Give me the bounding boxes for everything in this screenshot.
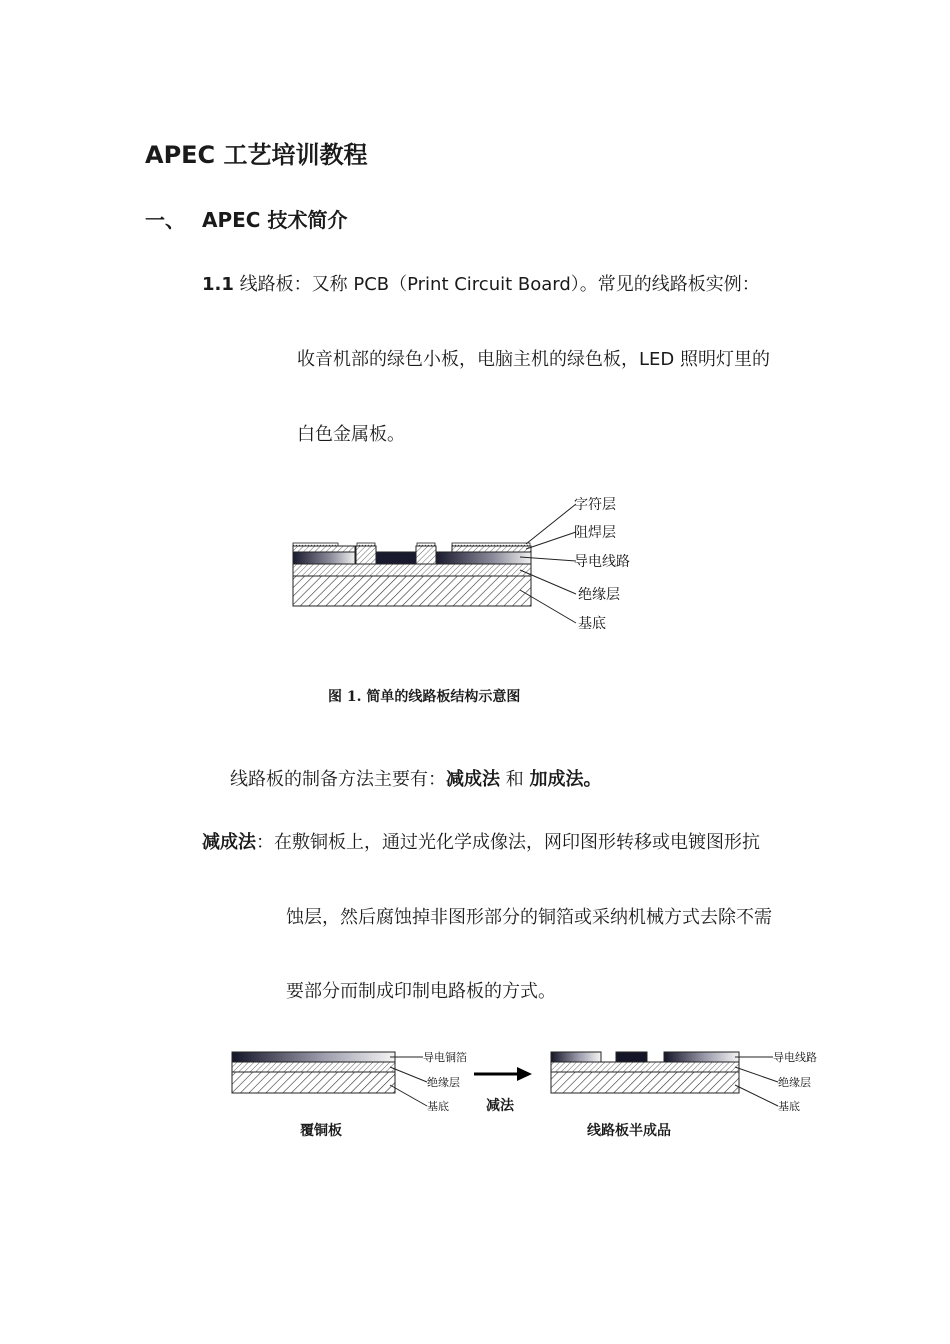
- label-copper-foil: 导电铜箔: [423, 1051, 467, 1064]
- silkscreen: [357, 543, 375, 546]
- label-left-base: 基底: [427, 1100, 449, 1113]
- right-base: [551, 1072, 739, 1093]
- right-trace: [664, 1052, 739, 1062]
- methods-end: 。: [583, 769, 602, 790]
- subtractive-term: 减成法: [202, 832, 256, 853]
- label-conductive-trace: 导电线路: [574, 554, 630, 570]
- left-copper-foil: [232, 1052, 395, 1062]
- subtractive-line3: 要部分而制成印制电路板的方式。: [286, 981, 556, 1002]
- right-trace: [616, 1052, 647, 1062]
- silkscreen: [452, 543, 530, 546]
- figure-1-caption: 图 1. 简单的线路板结构示意图: [328, 689, 521, 705]
- label-right-insulation: 绝缘层: [778, 1076, 811, 1089]
- label-left-insulation: 绝缘层: [427, 1076, 460, 1089]
- subtractive-process-diagram: [225, 1040, 825, 1120]
- solder-mask: [416, 546, 436, 564]
- methods-prefix: 线路板的制备方法主要有：: [230, 769, 446, 790]
- subtraction-label: 减法: [486, 1098, 514, 1114]
- methods-sentence: [230, 765, 601, 791]
- silkscreen: [293, 543, 338, 546]
- label-right-base: 基底: [778, 1100, 800, 1113]
- label-insulation: 绝缘层: [578, 587, 620, 603]
- right-insulation: [551, 1062, 739, 1072]
- item-1-1-line3: 白色金属板。: [297, 424, 405, 445]
- solder-mask: [452, 546, 531, 552]
- section-heading: APEC 技术简介: [202, 208, 348, 232]
- subtractive-definition: [202, 828, 760, 854]
- item-text: 线路板：又称 PCB（Print Circuit Board）。常见的线路板实例：: [233, 274, 760, 295]
- pcb-structure-diagram: [280, 490, 640, 640]
- solder-mask: [293, 546, 355, 552]
- item-number: 1.1: [202, 274, 234, 295]
- label-base: 基底: [578, 616, 606, 632]
- semi-finished-caption: 线路板半成品: [587, 1123, 671, 1139]
- trace: [293, 552, 355, 564]
- base-layer: [293, 576, 531, 606]
- document-title: APEC 工艺培训教程: [145, 141, 368, 169]
- left-insulation: [232, 1062, 395, 1072]
- label-right-trace: 导电线路: [773, 1051, 817, 1064]
- subtractive-line2: 蚀层，然后腐蚀掉非图形部分的铜箔或采纳机械方式去除不需: [286, 907, 772, 928]
- methods-and: 和: [500, 769, 530, 790]
- method-additive: 加成法: [529, 769, 584, 790]
- copper-clad-caption: 覆铜板: [300, 1123, 342, 1139]
- right-trace: [551, 1052, 601, 1062]
- subtractive-line1: ：在敷铜板上，通过光化学成像法，网印图形转移或电镀图形抗: [256, 832, 760, 853]
- insulation-layer: [293, 564, 531, 576]
- item-1-1: [202, 270, 760, 296]
- trace: [376, 552, 416, 564]
- solder-mask: [356, 546, 376, 564]
- arrow-head: [517, 1067, 532, 1081]
- trace: [436, 552, 531, 564]
- label-solder-mask: 阻焊层: [574, 525, 616, 541]
- label-silkscreen: 字符层: [574, 497, 616, 513]
- method-subtractive: 减成法: [446, 769, 500, 790]
- section-number: 一、: [145, 208, 185, 232]
- item-1-1-line2: 收音机部的绿色小板，电脑主机的绿色板，LED 照明灯里的: [297, 349, 770, 370]
- silkscreen: [417, 543, 435, 546]
- left-base: [232, 1072, 395, 1093]
